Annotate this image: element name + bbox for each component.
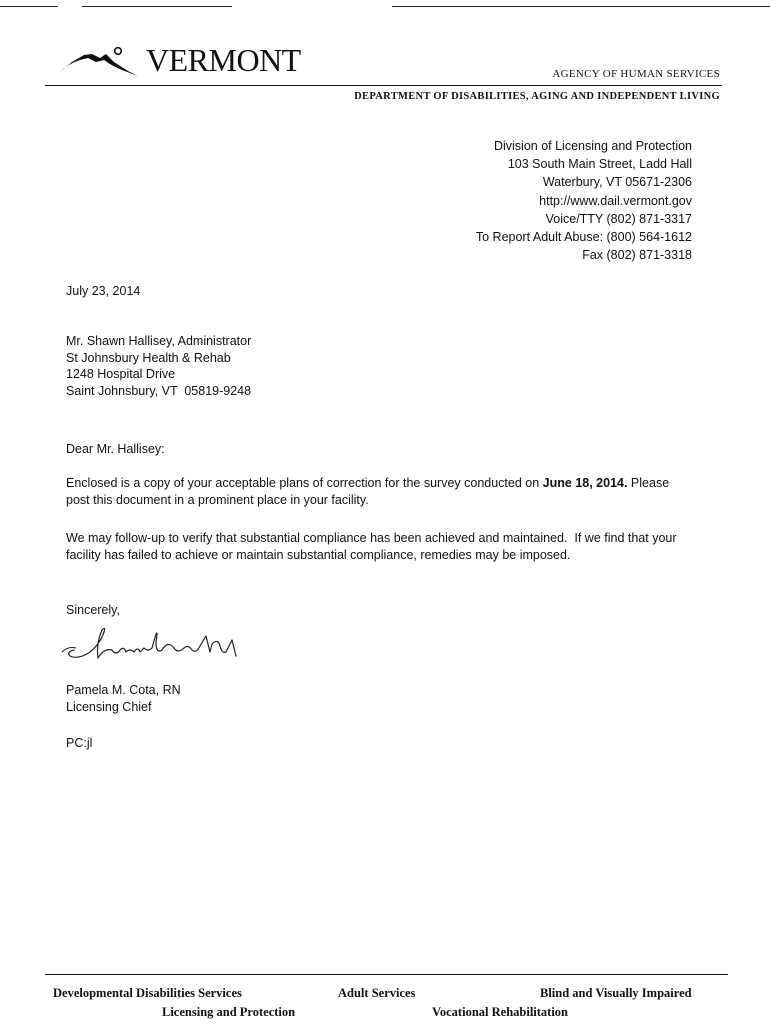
footer-division: Licensing and Protection bbox=[162, 1005, 296, 1019]
signer-block bbox=[66, 682, 181, 715]
signer-title: Licensing Chief bbox=[66, 699, 152, 714]
address-line: Fax (802) 871-3318 bbox=[582, 248, 692, 263]
recipient-address bbox=[66, 333, 251, 399]
vermont-logo bbox=[58, 40, 308, 80]
reference-initials: PC:jl bbox=[66, 736, 93, 750]
sender-address bbox=[476, 137, 692, 264]
signer-name: Pamela M. Cota, RN bbox=[66, 683, 181, 697]
website-link[interactable]: http://www.dail.vermont.gov bbox=[539, 193, 692, 208]
logo-text: VERMONT bbox=[146, 42, 301, 78]
recipient-line: St Johnsbury Health & Rehab bbox=[66, 350, 231, 365]
address-line: Voice/TTY (802) 871-3317 bbox=[545, 211, 692, 226]
address-line: Waterbury, VT 05671-2306 bbox=[542, 175, 692, 190]
mountain-icon bbox=[58, 42, 144, 78]
paragraph-text: Enclosed is a copy of your acceptable plans of correction for the survey conducted on bbox=[66, 476, 543, 490]
scan-line bbox=[0, 6, 58, 7]
agency-name: AGENCY OF HUMAN SERVICES bbox=[552, 68, 720, 80]
letter-date: July 23, 2014 bbox=[66, 284, 141, 298]
footer-division: Adult Services bbox=[338, 986, 416, 1000]
paragraph-text: Please post this document in a prominent place in your facility. bbox=[66, 476, 670, 507]
scan-line bbox=[82, 6, 232, 7]
closing: Sincerely, bbox=[66, 603, 120, 617]
survey-date: June 18, 2014. bbox=[542, 476, 628, 490]
footer-division: Blind and Visually Impaired bbox=[540, 986, 692, 1000]
footer-division: Developmental Disabilities Services bbox=[53, 986, 242, 1000]
department-name: DEPARTMENT OF DISABILITIES, AGING AND INDEPENDENT LIVING bbox=[354, 91, 720, 102]
recipient-line: Saint Johnsbury, VT 05819-9248 bbox=[66, 383, 252, 398]
footer-division: Vocational Rehabilitation bbox=[432, 1005, 569, 1019]
footer-divider bbox=[45, 974, 728, 975]
address-line: To Report Adult Abuse: (800) 564-1612 bbox=[475, 230, 692, 245]
paragraph-compliance: We may follow-up to verify that substantial compliance has been achieved and maintained. If we find that your facility has failed to achieve or maintain substantial compliance, remedies may be imposed. bbox=[66, 531, 681, 562]
header-divider bbox=[45, 85, 722, 86]
scan-line bbox=[392, 6, 770, 7]
salutation: Dear Mr. Hallisey: bbox=[66, 442, 165, 456]
handwritten-signature bbox=[60, 622, 250, 670]
paragraph-enclosure bbox=[66, 475, 696, 508]
address-line: 103 South Main Street, Ladd Hall bbox=[507, 157, 692, 172]
recipient-line: Mr. Shawn Hallisey, Administrator bbox=[66, 334, 252, 348]
address-line: Division of Licensing and Protection bbox=[493, 139, 692, 153]
recipient-line: 1248 Hospital Drive bbox=[66, 367, 176, 382]
